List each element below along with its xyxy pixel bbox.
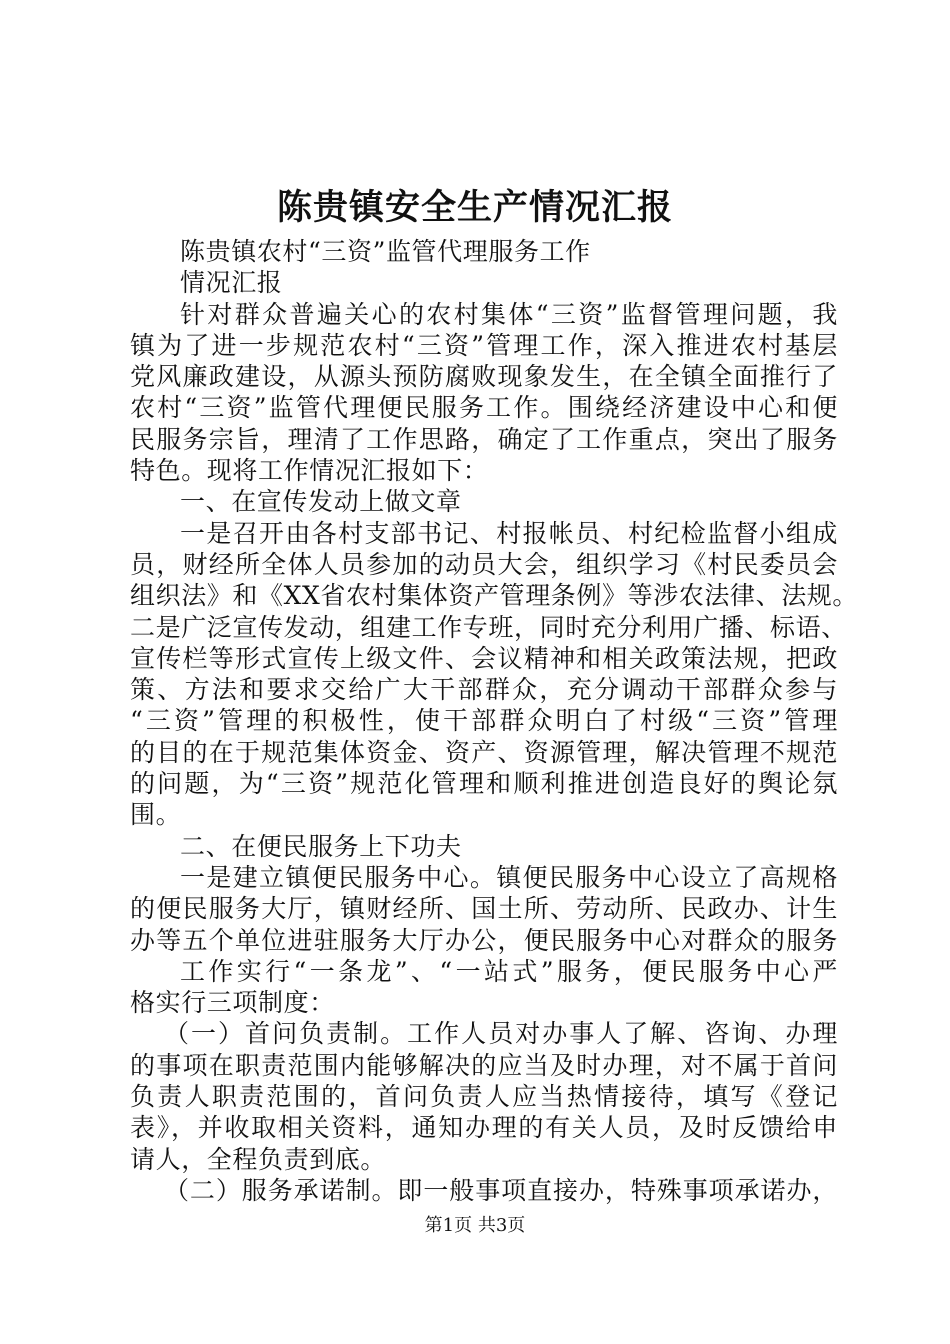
paragraph-line: 员，财经所全体人员参加的动员大会，组织学习《村民委员会 xyxy=(130,549,838,579)
paragraph-line: 针对群众普遍关心的农村集体“三资”监督管理问题，我 xyxy=(180,299,838,329)
paragraph-line: 农村“三资”监管代理便民服务工作。围绕经济建设中心和便 xyxy=(130,393,838,423)
paragraph-line: 党风廉政建设，从源头预防腐败现象发生，在全镇全面推行了 xyxy=(130,362,838,392)
paragraph-line: 镇为了进一步规范农村“三资”管理工作，深入推进农村基层 xyxy=(130,330,838,360)
section-heading: 一、在宣传发动上做文章 xyxy=(180,487,462,517)
paragraph-line: 组织法》和《XX省农村集体资产管理条例》等涉农法律、法规。 xyxy=(130,581,858,611)
document-title: 陈贵镇安全生产情况汇报 xyxy=(276,187,673,228)
paragraph-line: 一是召开由各村支部书记、村报帐员、村纪检监督小组成 xyxy=(180,518,838,548)
paragraph-line: 的问题，为“三资”规范化管理和顺利推进创造良好的舆论氛 xyxy=(130,769,838,799)
paragraph-line: 策、方法和要求交给广大干部群众，充分调动干部群众参与 xyxy=(130,675,838,705)
paragraph-line: 办等五个单位进驻服务大厅办公，便民服务中心对群众的服务 xyxy=(130,925,838,955)
paragraph-line: 一是建立镇便民服务中心。镇便民服务中心设立了高规格 xyxy=(180,862,838,892)
paragraph-line: 的目的在于规范集体资金、资产、资源管理，解决管理不规范 xyxy=(130,737,838,767)
document-body xyxy=(130,236,858,1206)
paragraph-line: 格实行三项制度： xyxy=(130,988,335,1018)
paragraph-line: （一）首问负责制。工作人员对办事人了解、咨询、办理 xyxy=(164,1019,838,1049)
page-number-footer: 第1页 共3页 xyxy=(424,1215,526,1236)
subtitle-line: 陈贵镇农村“三资”监管代理服务工作 xyxy=(180,237,591,266)
section-heading: 二、在便民服务上下功夫 xyxy=(180,831,462,861)
paragraph-line: 请人，全程负责到底。 xyxy=(130,1144,387,1174)
paragraph-line: 表》，并收取相关资料，通知办理的有关人员，及时反馈给申 xyxy=(130,1113,838,1143)
paragraph-line: 负责人职责范围的，首问负责人应当热情接待，填写《登记 xyxy=(130,1082,838,1112)
paragraph-line: （二）服务承诺制。即一般事项直接办，特殊事项承诺办， xyxy=(164,1175,838,1205)
paragraph-line: “三资”管理的积极性，使干部群众明白了村级“三资”管理 xyxy=(130,706,838,736)
paragraph-line: 民服务宗旨，理清了工作思路，确定了工作重点，突出了服务 xyxy=(130,424,838,454)
subtitle-line: 情况汇报 xyxy=(180,268,283,298)
paragraph-line: 宣传栏等形式宣传上级文件、会议精神和相关政策法规，把政 xyxy=(130,643,838,673)
paragraph-line: 的事项在职责范围内能够解决的应当及时办理，对不属于首问 xyxy=(130,1050,838,1080)
paragraph-line: 二是广泛宣传发动，组建工作专班，同时充分利用广播、标语、 xyxy=(130,612,847,642)
paragraph-line: 的便民服务大厅，镇财经所、国土所、劳动所、民政办、计生 xyxy=(130,894,838,924)
paragraph-line: 特色。现将工作情况汇报如下： xyxy=(130,456,489,486)
paragraph-line: 围。 xyxy=(130,800,182,830)
paragraph-line: 工作实行“一条龙”、“一站式”服务，便民服务中心严 xyxy=(180,956,838,986)
